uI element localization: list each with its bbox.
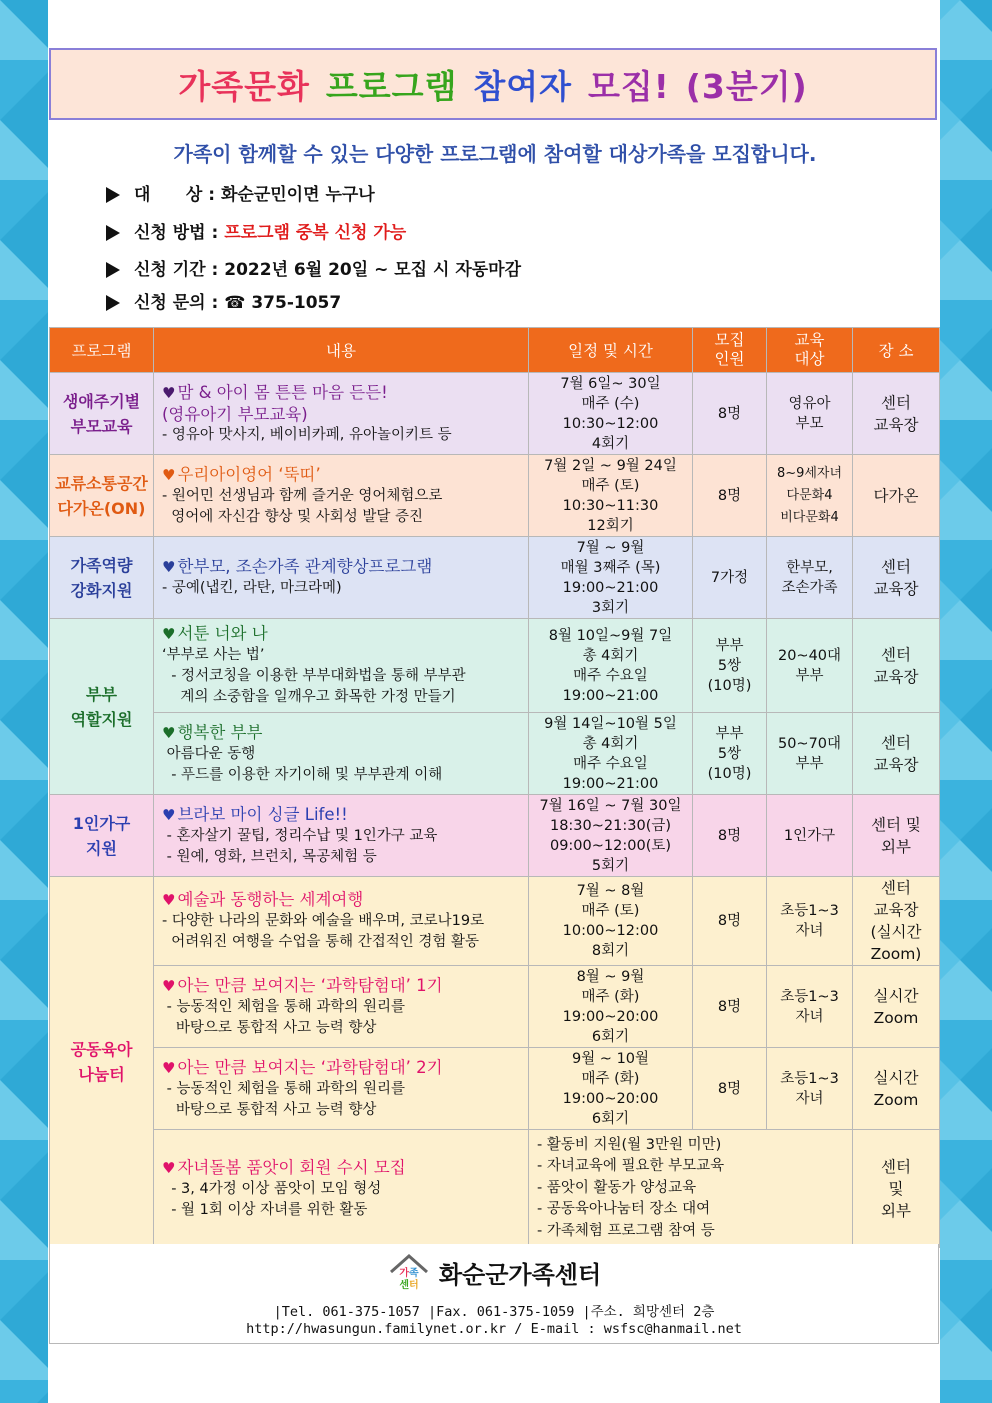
program-count: 7가정 [693, 537, 767, 619]
program-schedule: 7월 ~ 9월 매월 3째주 (목) 19:00~21:00 3회기 [529, 537, 693, 619]
program-schedule: 9월 14일~10월 5일 총 4회기 매주 수요일 19:00~21:00 [529, 713, 693, 795]
program-title-text: 브라보 마이 싱글 Life!! [177, 804, 348, 824]
heart-icon: ♥ [162, 723, 176, 742]
house-logo-icon [387, 1252, 431, 1292]
program-place: 센터 교육장 [853, 537, 940, 619]
program-place: 실시간 Zoom [853, 966, 940, 1048]
program-schedule: 7월 6일~ 30일 매주 (수) 10:30~12:00 4회기 [529, 373, 693, 455]
program-content [154, 373, 529, 455]
title-part-3: 참여자 [473, 66, 572, 106]
table-row [50, 966, 940, 1048]
program-target: 1인가구 [767, 795, 853, 877]
program-description: - 영유아 맛사지, 베이비카페, 유아놀이키트 등 [162, 426, 452, 443]
table-row [50, 537, 940, 619]
program-content [154, 1130, 529, 1248]
table-row [50, 619, 940, 713]
program-content [154, 619, 529, 713]
program-target: 초등1~3 자녀 [767, 966, 853, 1048]
heart-icon: ♥ [162, 805, 176, 824]
program-description: - 능동적인 체험을 통해 과학의 원리를 바탕으로 통합적 사고 능력 향상 [166, 1080, 405, 1118]
program-description: ‘부부로 사는 법’ - 정서코칭을 이용한 부부대화법을 통해 부부관 계의 소중함을 일깨우고 화목한 가정 만들기 [162, 647, 466, 705]
program-count: 8명 [693, 877, 767, 966]
title-part-1: 가족문화 [178, 66, 310, 106]
heart-icon: ♥ [162, 1158, 176, 1177]
program-count: 8명 [693, 455, 767, 537]
program-category: 부부 역할지원 [50, 619, 154, 795]
program-title-text: 아는 만큼 보여지는 ‘과학탐험대’ 2기 [177, 1057, 443, 1077]
program-schedule: 8월 10일~9월 7일 총 4회기 매주 수요일 19:00~21:00 [529, 619, 693, 713]
program-description: - 능동적인 체험을 통해 과학의 원리를 바탕으로 통합적 사고 능력 향상 [166, 998, 405, 1036]
program-title-text: 행복한 부부 [177, 722, 263, 742]
intro-text: 가족이 함께할 수 있는 다양한 프로그램에 참여할 대상가족을 모집합니다. [173, 142, 817, 166]
arrow-right-icon [106, 225, 120, 241]
program-content [154, 455, 529, 537]
arrow-right-icon [106, 187, 120, 203]
program-place: 센터 및 외부 [853, 795, 940, 877]
program-description: - 다양한 나라의 문화와 예술을 배우며, 코로나19로 어려워진 여행을 수업을 통해 간접적인 경험 활동 [162, 913, 485, 950]
info-target: 대 상 : 화순군민이면 누구나 [106, 180, 375, 205]
heart-icon: ♥ [162, 383, 176, 402]
program-schedule: 7월 2일 ~ 9월 24일 매주 (토) 10:30~11:30 12회기 [529, 455, 693, 537]
program-title [162, 464, 520, 486]
program-title-text: 예술과 동행하는 세계여행 [177, 890, 364, 909]
program-target: 8~9세자녀 다문화4 비다문화4 [767, 455, 853, 537]
program-title [162, 556, 520, 578]
heart-icon: ♥ [162, 558, 176, 576]
program-place: 센터 교육장 (실시간 Zoom) [853, 877, 940, 966]
program-title-text: 한부모, 조손가족 관계향상프로그램 [177, 557, 433, 576]
program-count: 부부 5쌍 (10명) [693, 713, 767, 795]
header-target: 교육 대상 [767, 328, 853, 373]
program-place: 센터 및 외부 [853, 1130, 940, 1248]
program-target: 20~40대 부부 [767, 619, 853, 713]
program-title-text: 맘 & 아이 몸 튼튼 마음 든든! (영유아기 부모교육) [162, 382, 388, 424]
table-row [50, 877, 940, 966]
header-content: 내용 [154, 328, 529, 373]
title-part-2: 프로그램 [325, 66, 458, 106]
program-place: 다가온 [853, 455, 940, 537]
program-count: 8명 [693, 795, 767, 877]
program-description: - 혼자살기 꿀팁, 정리수납 및 1인가구 교육 - 원예, 영화, 브런치, 목공체험 등 [166, 827, 438, 865]
program-description: 아름다운 동행 - 푸드를 이용한 자기이해 및 부부관계 이해 [166, 745, 443, 783]
program-category: 공동육아 나눔터 [50, 877, 154, 1248]
title-part-4: 모집! [587, 66, 670, 106]
program-target: 영유아 부모 [767, 373, 853, 455]
program-schedule: 8월 ~ 9월 매주 (화) 19:00~20:00 6회기 [529, 966, 693, 1048]
program-table [49, 327, 940, 1248]
program-title [162, 382, 520, 425]
svg-text:센터: 센터 [399, 1280, 419, 1291]
program-place: 센터 교육장 [853, 619, 940, 713]
program-place: 센터 교육장 [853, 373, 940, 455]
program-title [162, 975, 520, 997]
table-row [50, 1130, 940, 1248]
arrow-right-icon [106, 295, 120, 311]
info-contact: 신청 문의 : ☎ 375-1057 [106, 288, 341, 313]
program-target: 초등1~3 자녀 [767, 877, 853, 966]
program-content [154, 713, 529, 795]
program-title [162, 1057, 520, 1079]
program-title-text: 아는 만큼 보여지는 ‘과학탐험대’ 1기 [177, 975, 443, 995]
table-row [50, 795, 940, 877]
table-row [50, 1048, 940, 1130]
program-benefits: - 활동비 지원(월 3만원 미만) - 자녀교육에 필요한 부모교육 - 품앗이 활동가 양성교육 - 공동육아나눔터 장소 대여 - 가족체험 프로그램 참여 등 [529, 1130, 853, 1248]
program-place: 실시간 Zoom [853, 1048, 940, 1130]
title-part-5: (3분기) [685, 66, 808, 106]
program-schedule: 9월 ~ 10월 매주 (화) 19:00~20:00 6회기 [529, 1048, 693, 1130]
program-schedule: 7월 ~ 8월 매주 (토) 10:00~12:00 8회기 [529, 877, 693, 966]
program-title [162, 722, 520, 744]
info-method: 신청 방법 : 프로그램 중복 신청 가능 [106, 218, 406, 243]
program-category: 생애주기별 부모교육 [50, 373, 154, 455]
program-place: 센터 교육장 [853, 713, 940, 795]
program-content [154, 1048, 529, 1130]
program-category: 가족역량 강화지원 [50, 537, 154, 619]
program-title [162, 623, 520, 645]
program-title-text: 서툰 너와 나 [177, 624, 268, 643]
program-title [162, 1157, 520, 1179]
contact-phone-address: |Tel. 061-375-1057 |Fax. 061-375-1059 |주소. 희망센터 2층 [273, 1304, 715, 1320]
footer [49, 1244, 939, 1344]
org-logo [50, 1252, 938, 1292]
program-target: 초등1~3 자녀 [767, 1048, 853, 1130]
header-schedule: 일정 및 시간 [529, 328, 693, 373]
program-count: 8명 [693, 966, 767, 1048]
info-period: 신청 기간 : 2022년 6월 20일 ~ 모집 시 자동마감 [106, 255, 521, 280]
program-content [154, 795, 529, 877]
table-row [50, 713, 940, 795]
heart-icon: ♥ [162, 625, 176, 643]
heart-icon: ♥ [162, 465, 176, 484]
heart-icon: ♥ [162, 976, 176, 995]
program-category: 1인가구 지원 [50, 795, 154, 877]
org-name: 화순군가족센터 [438, 1260, 602, 1289]
program-target: 한부모, 조손가족 [767, 537, 853, 619]
program-description: - 원어민 선생님과 함께 즐거운 영어체험으로 영어에 자신감 향상 및 사회성 발달 증진 [162, 487, 443, 525]
program-count: 8명 [693, 1048, 767, 1130]
table-row [50, 373, 940, 455]
program-title-text: 자녀돌봄 품앗이 회원 수시 모집 [177, 1157, 406, 1177]
program-category: 교류소통공간 다가온(ON) [50, 455, 154, 537]
header-program: 프로그램 [50, 328, 154, 373]
program-title [162, 889, 520, 911]
program-content [154, 537, 529, 619]
header-place: 장 소 [853, 328, 940, 373]
program-content [154, 966, 529, 1048]
poster-title [49, 48, 937, 120]
heart-icon: ♥ [162, 1058, 176, 1077]
table-row [50, 455, 940, 537]
header-count: 모집 인원 [693, 328, 767, 373]
svg-text:가족: 가족 [399, 1268, 419, 1279]
program-title-text: 우리아이영어 ‘뚝띠’ [177, 464, 321, 484]
program-count: 부부 5쌍 (10명) [693, 619, 767, 713]
program-schedule: 7월 16일 ~ 7월 30일 18:30~21:30(금) 09:00~12:00(토) 5회기 [529, 795, 693, 877]
program-description: - 공예(냅킨, 라탄, 마크라메) [162, 580, 342, 596]
contact-web-email: http://hwasungun.familynet.or.kr / E-mail : wsfsc@hanmail.net [246, 1321, 742, 1337]
program-content [154, 877, 529, 966]
program-target: 50~70대 부부 [767, 713, 853, 795]
arrow-right-icon [106, 262, 120, 278]
program-count: 8명 [693, 373, 767, 455]
program-description: - 3, 4가정 이상 품앗이 모임 형성 - 월 1회 이상 자녀를 위한 활동 [171, 1180, 382, 1218]
table-header-row [50, 328, 940, 373]
program-title [162, 804, 520, 826]
heart-icon: ♥ [162, 891, 176, 909]
